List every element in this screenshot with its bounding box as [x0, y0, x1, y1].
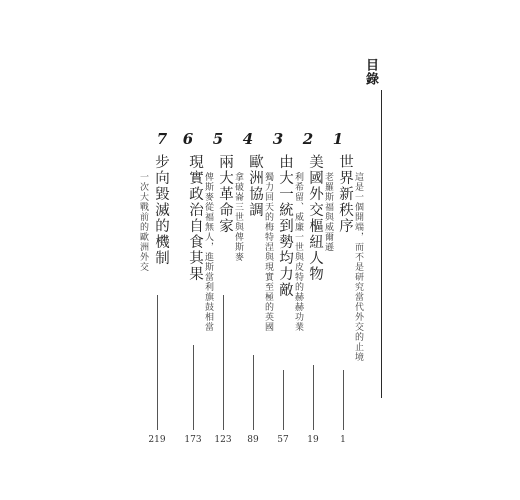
- page-number: 219: [148, 435, 166, 445]
- chapter-number: 3: [272, 130, 284, 148]
- leader-line: [313, 365, 314, 430]
- chapter-subtitle: 這是一個開端，而不是研究當代外交的止境: [353, 172, 363, 362]
- page-number: 1: [340, 435, 346, 445]
- chapter-title: 美國外交樞紐人物: [307, 154, 323, 282]
- leader-line: [253, 355, 254, 430]
- chapter-subtitle: 一次大戰前的歐洲外交: [138, 172, 148, 272]
- chapter-title: 由大一統到勢均力敵: [277, 154, 293, 298]
- chapter-title: 歐洲協調: [247, 154, 263, 218]
- toc-heading: 目錄: [363, 58, 378, 86]
- leader-line: [223, 295, 224, 430]
- page-number: 173: [184, 435, 202, 445]
- chapter-title: 世界新秩序: [337, 154, 353, 234]
- chapter-number: 1: [332, 130, 344, 148]
- chapter-subtitle: 獨力回天的梅特涅與現實至極的英國: [263, 172, 273, 332]
- chapter-number: 4: [242, 130, 254, 148]
- chapter-subtitle: 老羅斯福與威爾遜: [323, 172, 333, 252]
- leader-line: [343, 370, 344, 430]
- leader-line: [193, 345, 194, 430]
- heading-rule: [381, 90, 382, 398]
- chapter-number: 5: [212, 130, 224, 148]
- page-number: 89: [247, 435, 259, 445]
- chapter-subtitle: 利希留、威廉一世與皮特的赫赫功業: [293, 172, 303, 332]
- chapter-number: 2: [302, 130, 314, 148]
- chapter-subtitle: 俾斯麥從褔無人，進斯當利旗鼓相當: [203, 172, 213, 332]
- leader-line: [157, 295, 158, 430]
- chapter-number: 6: [182, 130, 194, 148]
- page-number: 57: [277, 435, 289, 445]
- leader-line: [283, 370, 284, 430]
- chapter-title: 兩大革命家: [217, 154, 233, 234]
- chapter-subtitle: 拿破崙三世與俾斯麥: [233, 172, 243, 262]
- page-number: 19: [307, 435, 319, 445]
- chapter-title: 步向毀滅的機制: [153, 154, 169, 266]
- page-number: 123: [214, 435, 232, 445]
- chapter-title: 現實政治自食其果: [187, 154, 203, 282]
- chapter-number: 7: [156, 130, 168, 148]
